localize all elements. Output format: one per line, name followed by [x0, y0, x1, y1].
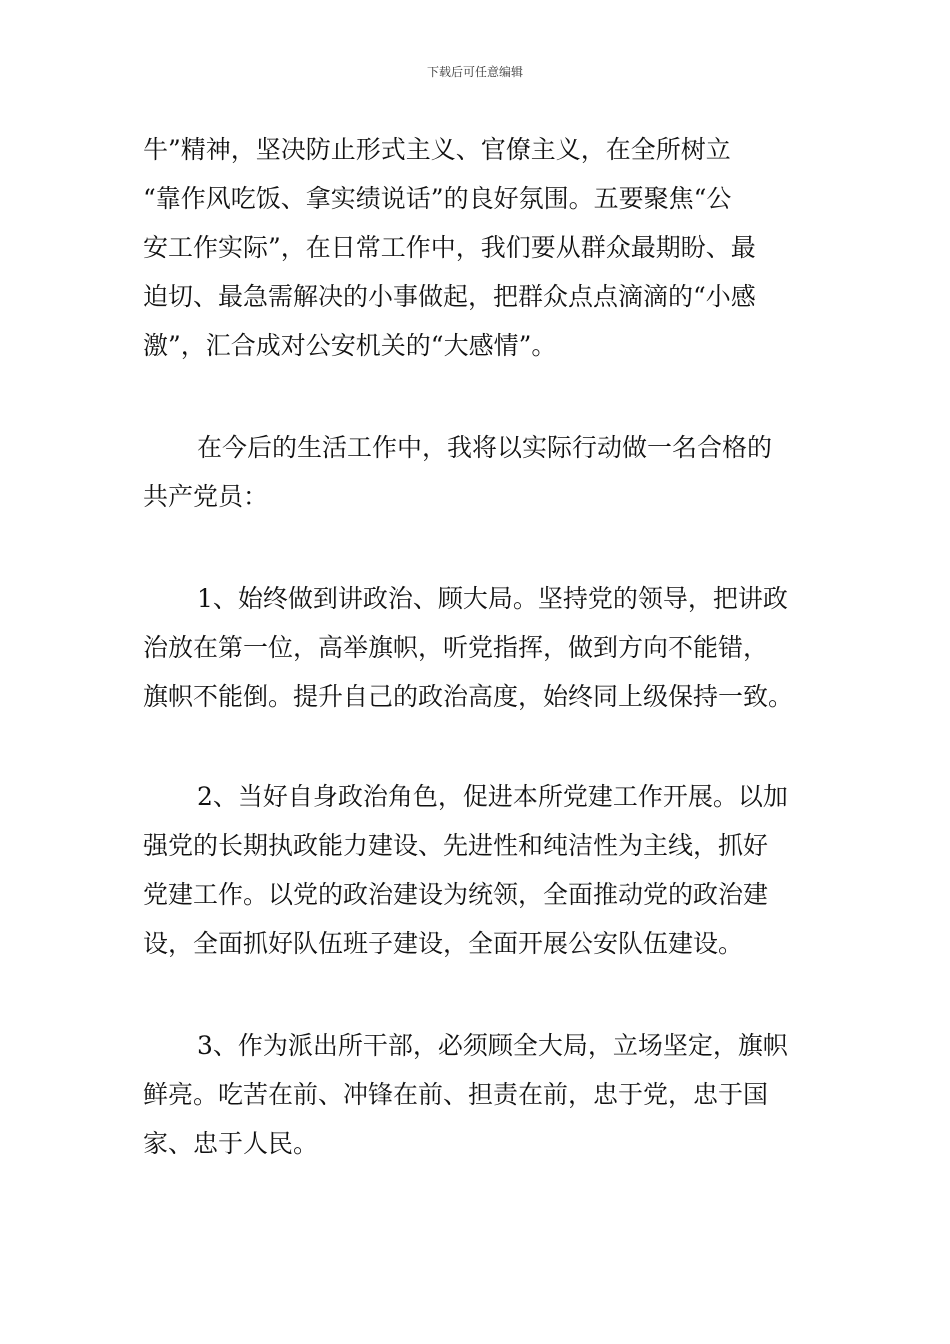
- text-line: 安工作实际”，在日常工作中，我们要从群众最期盼、最: [143, 233, 756, 262]
- paragraph-3: [143, 574, 813, 721]
- paragraph-5: [143, 1021, 813, 1168]
- text-line: 设，全面抓好队伍班子建设，全面开展公安队伍建设。: [143, 929, 744, 958]
- text-line: 治放在第一位，高举旗帜，听党指挥，做到方向不能错，: [143, 633, 769, 662]
- text-line: 强党的长期执政能力建设、先进性和纯洁性为主线，抓好: [143, 831, 769, 860]
- text-line: 党建工作。以党的政治建设为统领，全面推动党的政治建: [143, 880, 769, 909]
- text-line: 家、忠于人民。: [143, 1129, 319, 1158]
- text-line: 1、始终做到讲政治、顾大局。坚持党的领导，把讲政: [197, 584, 788, 613]
- paragraph-4: [143, 772, 813, 968]
- text-line: 鲜亮。吃苦在前、冲锋在前、担责在前，忠于党，忠于国: [143, 1080, 769, 1109]
- text-line: 在今后的生活工作中，我将以实际行动做一名合格的: [197, 433, 773, 462]
- text-line: 3、作为派出所干部，必须顾全大局，立场坚定，旗帜: [197, 1031, 788, 1060]
- text-line: 共产党员：: [143, 482, 269, 511]
- paragraph-2: [143, 423, 813, 521]
- text-line: 牛”精神，坚决防止形式主义、官僚主义，在全所树立: [143, 135, 731, 164]
- text-line: “靠作风吃饭、拿实绩说话”的良好氛围。五要聚焦“公: [143, 184, 732, 213]
- text-line: 激”，汇合成对公安机关的“大感情”。: [143, 331, 557, 360]
- header-note: 下载后可任意编辑: [426, 65, 523, 79]
- paragraph-1: [143, 125, 813, 370]
- text-line: 迫切、最急需解决的小事做起，把群众点点滴滴的“小感: [143, 282, 756, 311]
- text-line: 旗帜不能倒。提升自己的政治高度，始终同上级保持一致。: [143, 682, 794, 711]
- text-line: 2、当好自身政治角色，促进本所党建工作开展。以加: [197, 782, 788, 811]
